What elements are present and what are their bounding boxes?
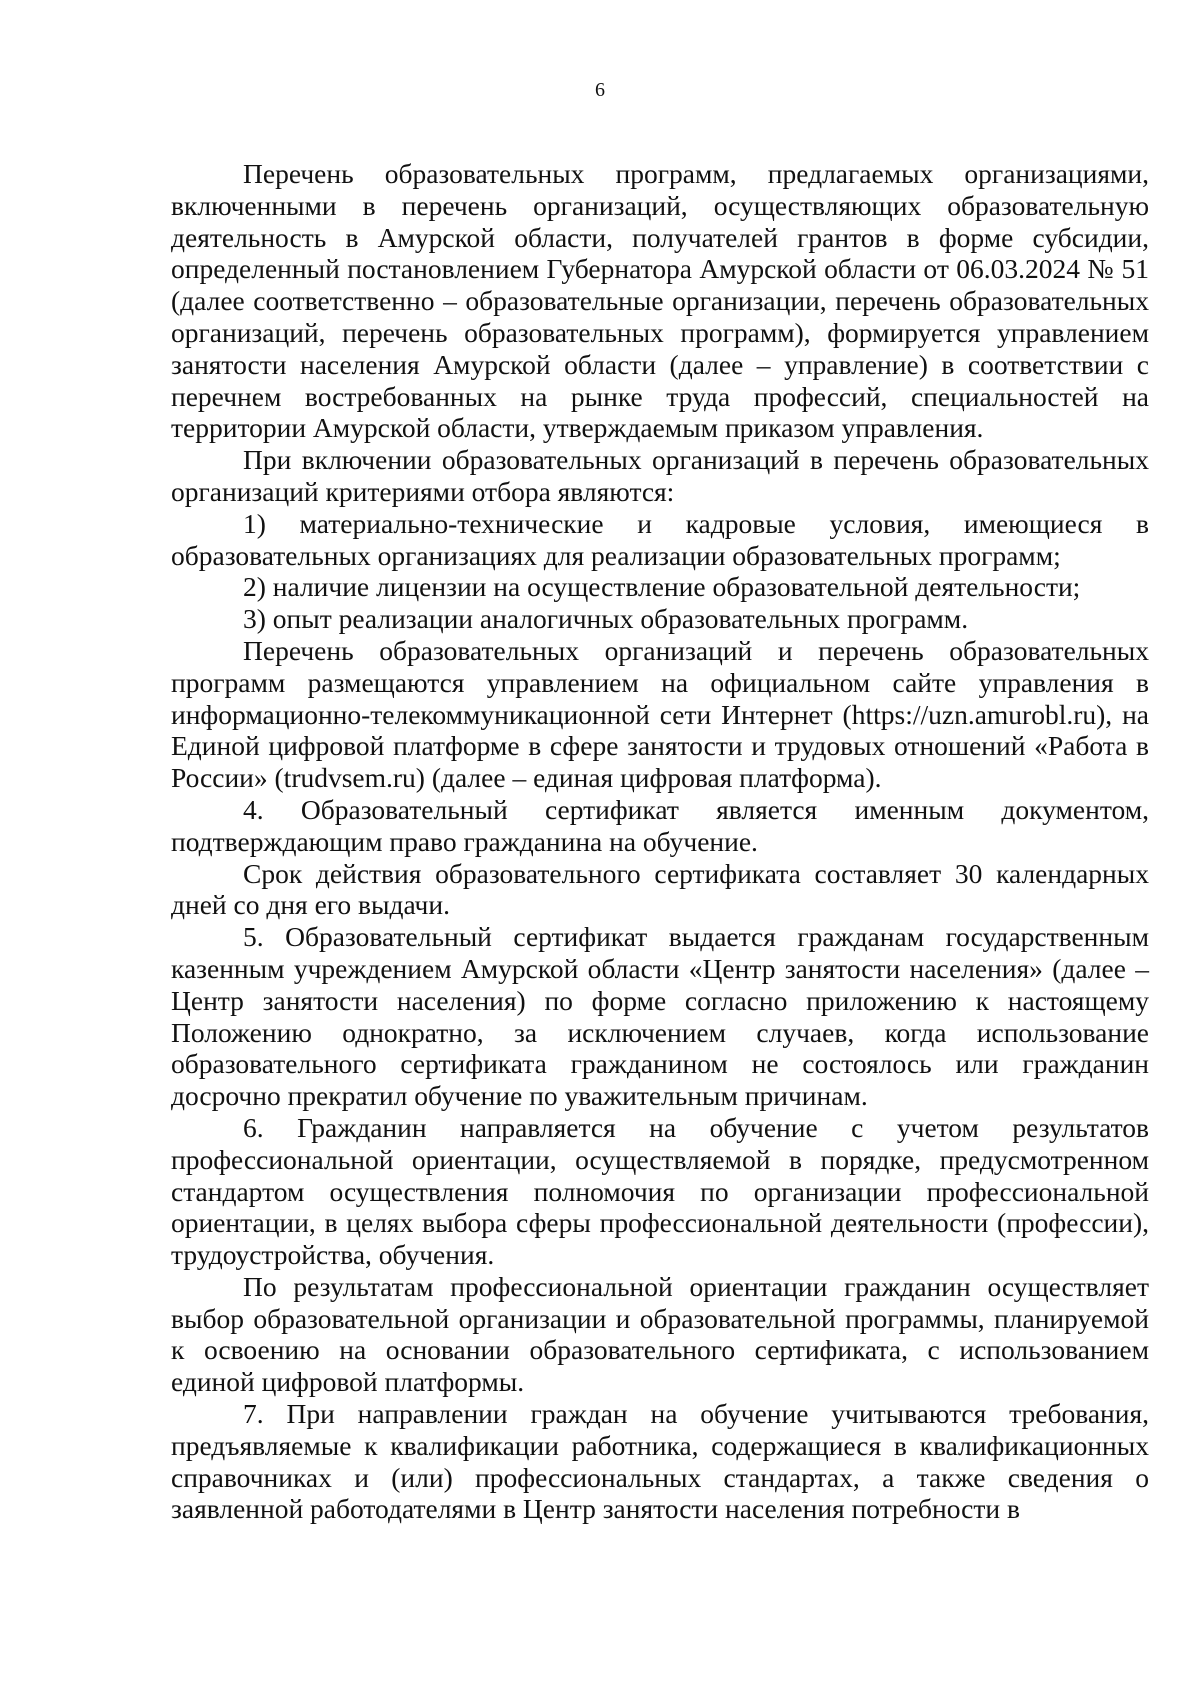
paragraph: 2) наличие лицензии на осуществление образовательной деятельности; [243, 571, 1081, 603]
paragraph: 3) опыт реализации аналогичных образовательных программ. [243, 603, 969, 635]
paragraph: Срок действия образовательного сертификата составляет 30 календарных дней со дня его выдачи. [171, 857, 1149, 921]
page-number: 6 [595, 79, 605, 101]
paragraph: По результатам профессиональной ориентации гражданин осуществляет выбор образовательной организации и образовательной программы, планируемой к освоению на основании образовательного сертификата, с использованием единой цифровой платформы. [171, 1270, 1149, 1398]
paragraph: 1) материально-технические и кадровые условия, имеющиеся в образовательных организациях для реализации образовательных программ; [171, 507, 1149, 571]
paragraph: 4. Образовательный сертификат является именным документом, подтверждающим право гражданина на обучение. [171, 793, 1149, 857]
paragraph: При включении образовательных организаций в перечень образовательных организаций критериями отбора являются: [171, 444, 1149, 507]
paragraph: Перечень образовательных организаций и перечень образовательных программ размещаются управлением на официальном сайте управления в информационно-телекоммуникационной сети Интернет (https://uzn.amurobl.ru), на Единой цифровой платформе в сфере занятости и трудовых отношений «Работа в России» (trudvsem.ru) (далее – единая цифровая платформа). [171, 634, 1149, 794]
paragraph: Перечень образовательных программ, предлагаемых организациями, включенными в перечень организаций, осуществляющих образовательную деятельность в Амурской области, получателей грантов в форме субсидии, определенный постановлением Губернатора Амурской области от 06.03.2024 № 51 (далее соответственно – образовательные организации, перечень образовательных организаций, перечень образовательных программ), формируется управлением занятости населения Амурской области (далее – управление) в соответствии с перечнем востребованных на рынке труда профессий, специальностей на территории Амурской области, утверждаемым приказом управления. [171, 158, 1149, 444]
paragraph: 6. Гражданин направляется на обучение с учетом результатов профессиональной ориентации, осуществляемой в порядке, предусмотренном стандартом осуществления полномочия по организации профессиональной ориентации, в целях выбора сферы профессиональной деятельности (профессии), трудоустройства, обучения. [171, 1111, 1149, 1271]
paragraph: 5. Образовательный сертификат выдается гражданам государственным казенным учреждением Амурской области «Центр занятости населения» (далее – Центр занятости населения) по форме согласно приложению к настоящему Положению однократно, за исключением случаев, когда использование образовательного сертификата гражданином не состоялось или гражданин досрочно прекратил обучение по уважительным причинам. [171, 921, 1149, 1112]
document-body [171, 158, 1149, 1525]
paragraph: 7. При направлении граждан на обучение учитываются требования, предъявляемые к квалификации работника, содержащиеся в квалификационных справочниках и (или) профессиональных стандартах, а также сведения о заявленной работодателями в Центр занятости населения потребности в [171, 1398, 1149, 1525]
